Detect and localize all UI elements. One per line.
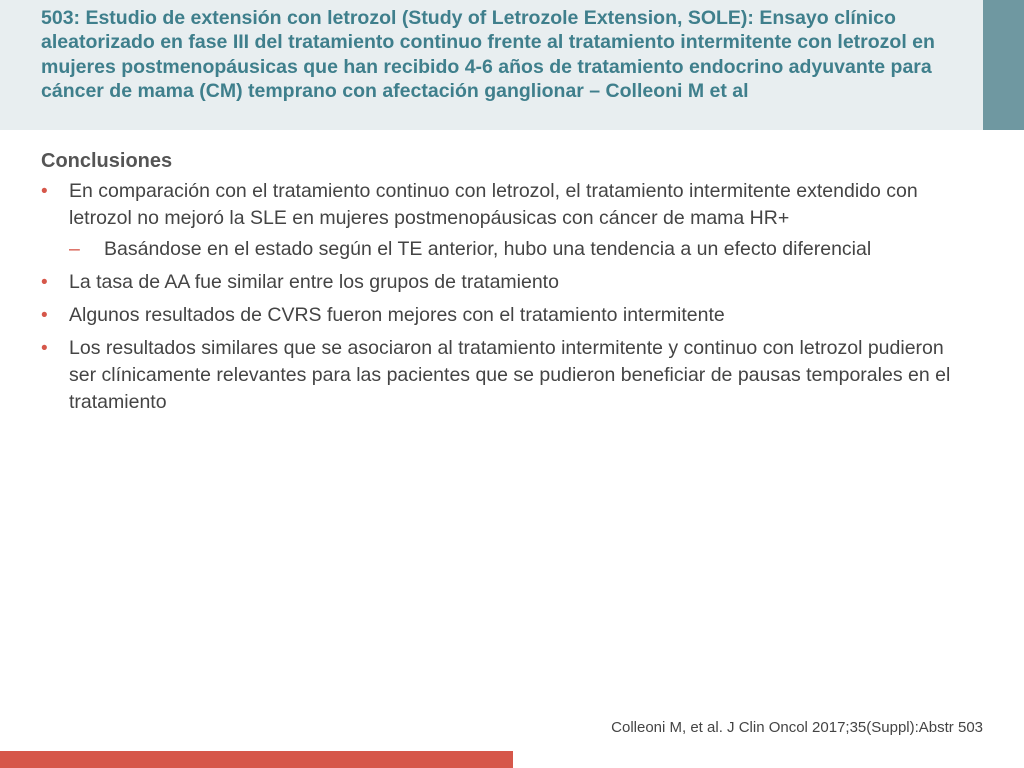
title-accent-block <box>983 0 1024 130</box>
bullet-item <box>41 269 961 296</box>
bullet-item <box>41 178 961 263</box>
bullet-marker: • <box>41 338 48 359</box>
conclusions-list <box>41 178 961 416</box>
bullet-marker: • <box>41 305 48 326</box>
footer-accent-bar <box>0 751 513 768</box>
sub-bullet-text: Basándose en el estado según el TE anterior, hubo una tendencia a un efecto diferencial <box>104 238 872 260</box>
slide-content <box>41 148 961 422</box>
bullet-text: En comparación con el tratamiento continuo con letrozol, el tratamiento intermitente extendido con letrozol no mejoró la SLE en mujeres postmenopáusicas con cáncer de mama HR+ <box>69 180 918 229</box>
sub-bullet-marker: – <box>69 238 80 260</box>
bullet-marker: • <box>41 181 48 202</box>
bullet-item <box>41 302 961 329</box>
bullet-marker: • <box>41 272 48 293</box>
slide-title: 503: Estudio de extensión con letrozol (Study of Letrozole Extension, SOLE): Ensayo clínico aleatorizado en fase III del tratamiento continuo frente al tratamiento intermitente con letrozol en mujeres postmenopáusicas que han recibido 4-6 años de tratamiento endocrino adyuvante para cáncer de mama (CM) temprano con afectación ganglionar – Colleoni M et al <box>41 7 935 103</box>
bullet-item <box>41 335 961 416</box>
bullet-text: Algunos resultados de CVRS fueron mejores con el tratamiento intermitente <box>69 304 725 326</box>
bullet-text: La tasa de AA fue similar entre los grupos de tratamiento <box>69 271 559 293</box>
sub-list <box>69 236 961 263</box>
section-heading: Conclusiones <box>41 150 173 172</box>
citation: Colleoni M, et al. J Clin Oncol 2017;35(Suppl):Abstr 503 <box>611 719 983 736</box>
sub-bullet-item <box>69 236 961 263</box>
bullet-text: Los resultados similares que se asociaron al tratamiento intermitente y continuo con letrozol pudieron ser clínicamente relevantes para las pacientes que se pudieron beneficiar de pausas temporales en el tratamiento <box>69 337 951 413</box>
